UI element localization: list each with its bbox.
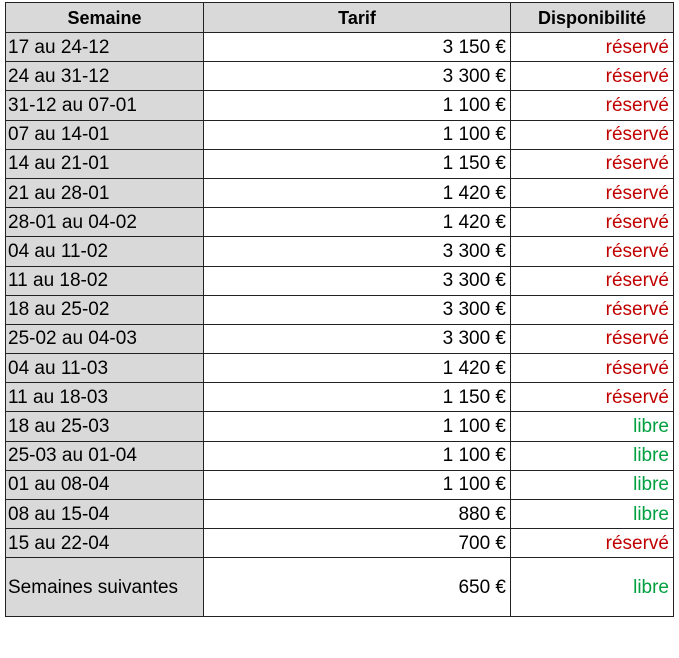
availability-cell: libre [511,470,674,499]
price-cell: 880 € [204,500,511,529]
week-cell: 11 au 18-03 [6,383,204,412]
week-cell: 14 au 21-01 [6,149,204,178]
availability-cell: réservé [511,324,674,353]
availability-cell: réservé [511,208,674,237]
week-cell: 31-12 au 07-01 [6,91,204,120]
rates-table [5,2,674,617]
table-row [6,266,674,295]
table-row [6,500,674,529]
price-cell: 3 150 € [204,33,511,62]
availability-cell: réservé [511,237,674,266]
week-cell: 11 au 18-02 [6,266,204,295]
table-row [6,62,674,91]
availability-cell: réservé [511,529,674,558]
availability-cell: libre [511,412,674,441]
week-cell: 24 au 31-12 [6,62,204,91]
availability-cell: réservé [511,383,674,412]
rates-body [6,33,674,617]
price-cell: 1 100 € [204,441,511,470]
availability-cell: réservé [511,120,674,149]
availability-cell: réservé [511,295,674,324]
table-row [6,237,674,266]
availability-cell: libre [511,500,674,529]
price-cell: 3 300 € [204,237,511,266]
price-cell: 3 300 € [204,62,511,91]
price-cell: 3 300 € [204,295,511,324]
table-row [6,441,674,470]
table-row [6,529,674,558]
table-row [6,33,674,62]
price-cell: 700 € [204,529,511,558]
availability-cell: réservé [511,33,674,62]
price-cell: 1 420 € [204,178,511,207]
week-cell: 18 au 25-02 [6,295,204,324]
price-cell: 1 100 € [204,412,511,441]
price-cell: 3 300 € [204,266,511,295]
week-cell: 25-02 au 04-03 [6,324,204,353]
header-price: Tarif [204,3,511,33]
week-cell: 04 au 11-02 [6,237,204,266]
table-row [6,412,674,441]
price-cell: 1 150 € [204,149,511,178]
table-row [6,383,674,412]
header-availability: Disponibilité [511,3,674,33]
week-cell: 01 au 08-04 [6,470,204,499]
price-cell: 1 100 € [204,91,511,120]
week-cell: 18 au 25-03 [6,412,204,441]
table-row [6,295,674,324]
price-cell: 3 300 € [204,324,511,353]
price-cell: 1 100 € [204,120,511,149]
price-cell: 650 € [204,558,511,617]
availability-cell: réservé [511,354,674,383]
week-cell: 25-03 au 01-04 [6,441,204,470]
price-cell: 1 100 € [204,470,511,499]
table-row [6,324,674,353]
availability-cell: réservé [511,62,674,91]
table-row [6,149,674,178]
availability-cell: libre [511,441,674,470]
week-cell: 28-01 au 04-02 [6,208,204,237]
table-row [6,120,674,149]
availability-cell: libre [511,558,674,617]
table-row [6,354,674,383]
week-cell: 07 au 14-01 [6,120,204,149]
week-cell: 15 au 22-04 [6,529,204,558]
week-cell: 17 au 24-12 [6,33,204,62]
availability-cell: réservé [511,266,674,295]
week-cell: 04 au 11-03 [6,354,204,383]
header-row [6,3,674,33]
availability-cell: réservé [511,91,674,120]
week-cell: 08 au 15-04 [6,500,204,529]
header-week: Semaine [6,3,204,33]
table-row [6,470,674,499]
table-row [6,208,674,237]
availability-cell: réservé [511,149,674,178]
price-cell: 1 420 € [204,354,511,383]
price-cell: 1 150 € [204,383,511,412]
table-row [6,178,674,207]
week-cell: Semaines suivantes [6,558,204,617]
table-row [6,91,674,120]
week-cell: 21 au 28-01 [6,178,204,207]
table-row [6,558,674,617]
availability-cell: réservé [511,178,674,207]
price-cell: 1 420 € [204,208,511,237]
